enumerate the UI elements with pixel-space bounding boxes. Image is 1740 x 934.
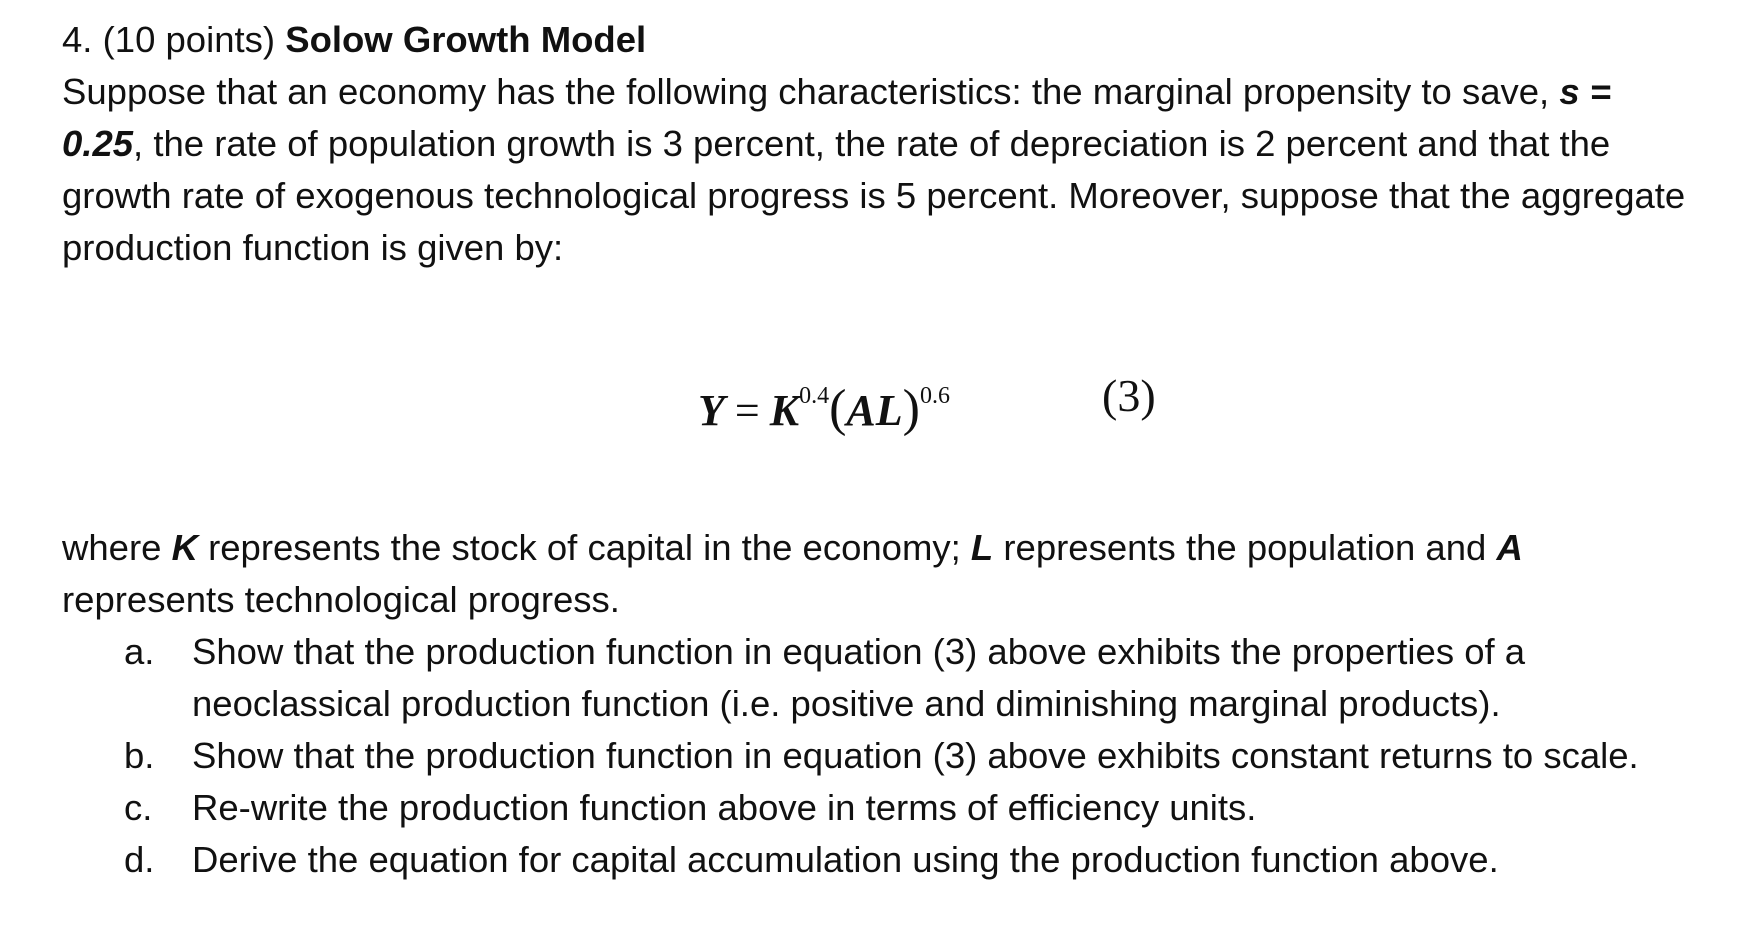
sub-question-marker: b. [124,735,155,776]
eq-output-Y: Y [698,386,725,435]
question-number: 4. [62,19,93,60]
eq-effective-labor-AL: AL [846,386,903,435]
equation-number: (3) [1102,370,1156,421]
definitions-paragraph [62,522,1702,626]
sub-question-text: Derive the equation for capital accumulation using the production function above. [192,839,1499,880]
sub-question-marker: c. [124,787,153,828]
def-K: K [171,527,198,568]
eq-open-paren: ( [829,380,847,437]
sub-question-marker: a. [124,631,155,672]
eq-equals: = [734,386,760,435]
sub-question-c [62,782,1702,834]
intro-text-1: Suppose that an economy has the following characteristics: the marginal propensity to save, [62,71,1560,112]
def-text-1: where [62,527,172,568]
question-points: (10 points) [102,19,276,60]
eq-labor-exponent: 0.6 [919,383,950,409]
sub-question-text: Re-write the production function above in terms of efficiency units. [192,787,1257,828]
intro-text-2: , the rate of population growth is 3 percent, the rate of depreciation is 2 percent and that the growth rate of exogenous technological progress is 5 percent. Moreover, suppose that the aggregate production function is given by: [62,123,1686,268]
eq-capital-exponent: 0.4 [799,383,830,409]
equation-block [62,274,1702,522]
def-text-3: represents the population and [993,527,1497,568]
savings-rate: s = 0.25 [62,71,1612,164]
question-title: Solow Growth Model [285,19,647,60]
eq-capital-K: K [769,386,800,435]
question-heading [62,14,1702,66]
def-text-4: represents technological progress. [62,579,620,620]
eq-close-paren: ) [902,380,920,437]
sub-question-b [62,730,1702,782]
sub-question-marker: d. [124,839,155,880]
sub-question-a [62,626,1702,730]
sub-question-text: Show that the production function in equation (3) above exhibits constant returns to scale. [192,735,1639,776]
sub-question-text: Show that the production function in equation (3) above exhibits the properties of a neoclassical production function (i.e. positive and diminishing marginal products). [192,631,1526,724]
def-L: L [970,527,994,568]
def-text-2: represents the stock of capital in the economy; [197,527,971,568]
production-function-equation [698,366,950,441]
question-document [62,14,1702,886]
intro-paragraph [62,66,1702,274]
def-A: A [1496,527,1523,568]
sub-questions-list [62,626,1702,886]
sub-question-d [62,834,1702,886]
